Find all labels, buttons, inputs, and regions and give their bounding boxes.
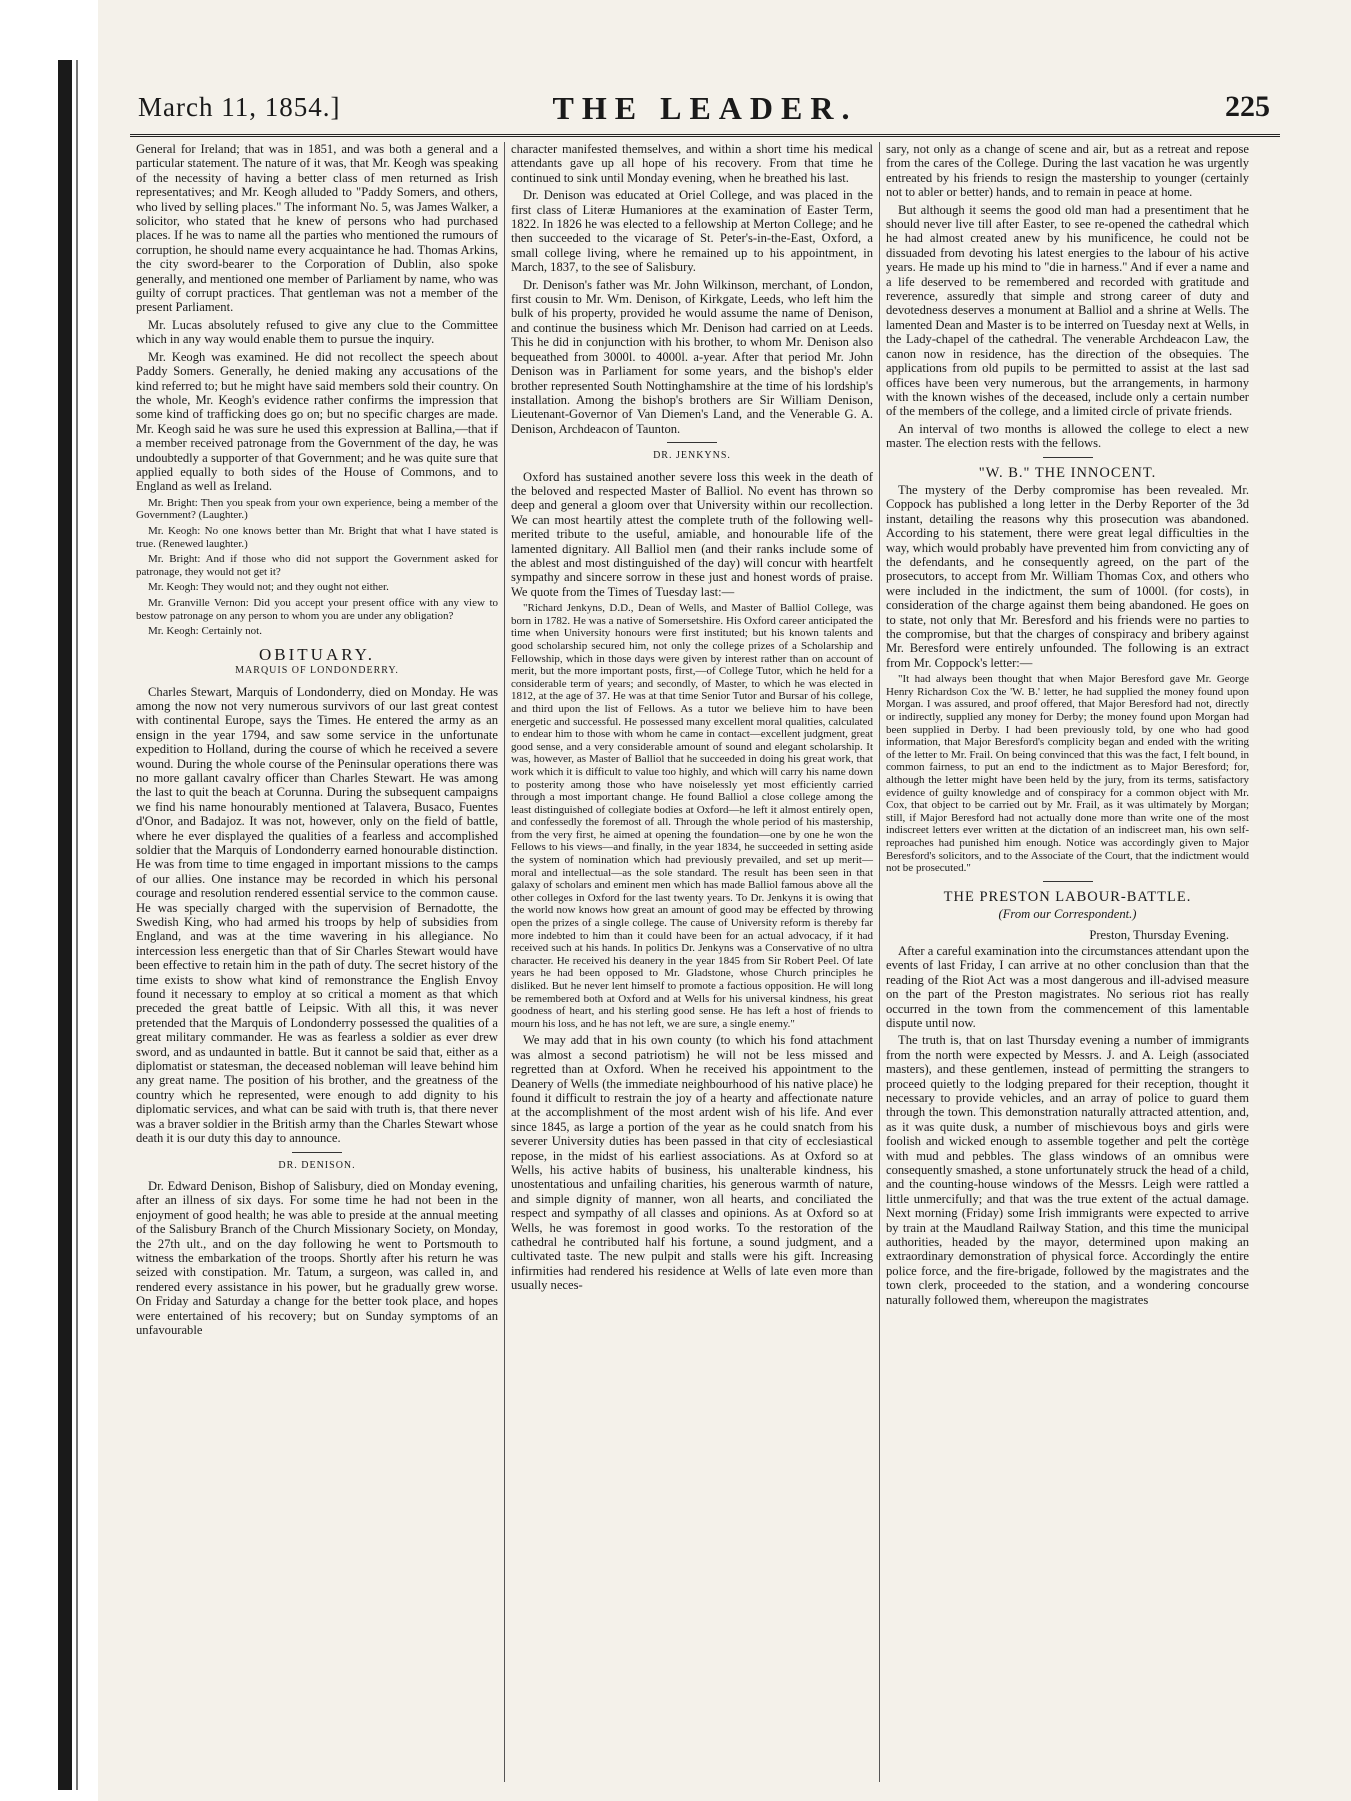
jenkyns-heading: DR. JENKYNS. [653, 450, 731, 462]
preston-subheading: (From our Correspondent.) [998, 907, 1137, 922]
paragraph: The truth is, that on last Thursday evening a number of immigrants from the north were expected by Messrs. J. and A. Leigh (associated masters), and these gentlemen, instead of permitting the strangers to proceed quietly to the lodging prepared for their reception, thought it necessary to provide vehicles, and an array of police to guard them through the town. This demonstration naturally attracted attention, and, as it was quite dusk, a number of mischievous boys and girls were foolish and wicked enough to assemble together and pelt the cortège with mud and pebbles. The glass windows of an omnibus were consequently smashed, a stone unfortunately struck the head of a child, and the counting-house windows of the Messrs. Leigh were rattled a little unmercifully; and that was the true extent of the actual damage. Next morning (Friday) some Irish immigrants were expected to arrive by train at the Maudland Railway Station, and this time the municipal authorities, headed by the mayor, determined upon making an extraordinary demonstration of physical force. Accordingly the entire police force, and the fire-brigade, followed by the magistrates and the town clerk, proceeded to the station, and a wondering concourse naturally followed them, whereupon the magistrates [886, 1033, 1249, 1307]
section-rule [292, 1152, 342, 1153]
paragraph: Dr. Edward Denison, Bishop of Salisbury, died on Monday evening, after an illness of six days. For some time he had not been in the enjoyment of good health; he was able to preside at the annual meeting of the Salisbury Branch of the Church Missionary Society, on Monday, the 27th ult., and on the day following he went to Portsmouth to witness the embarkation of the troops. Shortly after his return he was seized with constipation. Mr. Tatum, a surgeon, was called in, and rendered every assistance in his power, but he gradually grew worse. On Friday and Saturday a change for the better took place, and hopes were entertained of his recovery; but on Sunday symptoms of an unfavourable [136, 1178, 498, 1337]
times-quote [511, 602, 873, 1030]
paragraph: Mr. Lucas absolutely refused to give any clue to the Committee which in any way would enable them to pursue the inquiry. [136, 317, 498, 347]
paragraph: But although it seems the good old man had a presentiment that he should never live till after Easter, to see re-opened the cathedral which he had almost created anew by his munificence, he could not be dissuaded from devoting his latest energies to the labour of his active years. He made up his mind to "die in harness." And if ever a name and a life deserved to be remembered and recorded with gratitude and reverence, assuredly that simple and strong career of duty and devotedness deserves a monument at Balliol and a shrine at Wells. The lamented Dean and Master is to be interred on Tuesday next at Wells, in the Lady-chapel of the cathedral. The venerable Archdeacon Law, the canon now in residence, has the direction of the obsequies. The applications from old pupils to be permitted to assist at the last sad offices have been very numerous, but the arrangements, in harmony with the known wishes of the deceased, include only a certain number of the members of the college, and a limited circle of private friends. [886, 202, 1249, 419]
quote-paragraph: "Richard Jenkyns, D.D., Dean of Wells, and Master of Balliol College, was born in 1782. He was a native of Somersetshire. His Oxford career anticipated the time when University honours were first instituted; but his known talents and good scholarship secured him, not only the college prizes of a Scholarship and Fellowship, which in those days were given by interest rather than on account of merit, but the more important posts, first,—of College Tutor, which he held for a considerable term of years; and secondly, of Master, to which he was elected in 1812, at the age of 37. He was at that time Senior Tutor and Bursar of his college, and third upon the list of Fellows. As a tutor we believe him to have been energetic and successful. He possessed many excellent moral qualities, calculated to endear him to those with whom he came in contact—excellent judgment, great good sense, and a very considerable amount of sound and elegant scholarship. It was, however, as Master of Balliol that he succeeded in doing his great work, that work which it is difficult to value too highly, and which will carry his name down to posterity among those who have noiselessly yet most efficiently carried through a most important change. He found Balliol a close college among the least distinguished of collegiate bodies at Oxford—he left it almost entirely open, and confessedly the foremost of all. Through the whole period of his mastership, from the very first, he aimed at opening the foundation—one by one he won the Fellows to his views—and finally, in the year 1834, he succeeded in setting aside the system of nomination which had previously prevailed, and set up merit—moral and intellectual—as the sole standard. The result has been seen in that galaxy of scholars and eminent men which has made Balliol famous above all the other colleges in Oxford for the last twenty years. To Dr. Jenkyns it is owing that the world now knows how great an amount of good may be effected by throwing open the prizes of a single college. The cause of University reform is thereby far more indebted to him than it could have been for an actual advocacy, if it had received such at his hands. In politics Dr. Jenkyns was a Conservative of no ultra character. He received his deanery in the year 1845 from Sir Robert Peel. Of late years he had been opposed to Mr. Gladstone, whose Church principles he disliked. But he never lent himself to promote a factious opposition. He will long be remembered both at Oxford and at Wells for his universal kindness, his great goodness of heart, and his sterling good sense. He has left a host of friends to mourn his loss, and he has not left, we are sure, a single enemy." [511, 602, 873, 1030]
section-rule [1043, 881, 1093, 882]
paragraph: After a careful examination into the circumstances attendant upon the events of last Friday, I can arrive at no other conclusion than that the reading of the Riot Act was a most dangerous and ill-advised measure on the part of the Preston magistrates. No serious riot has really occurred in the town from the commencement of this lamentable dispute until now. [886, 943, 1249, 1030]
paragraph: General for Ireland; that was in 1851, and was both a general and a particular statement. The nature of it was, that Mr. Keogh was speaking of the necessity of having a better class of men returned as Irish representatives; and Mr. Keogh alluded to "Paddy Somers, and others, who lived by selling places." The informant No. 5, was James Walker, a solicitor, who stated that he knew of persons who had purchased places. If he was to name all the parties who mentioned the rumours of corruption, he should name every acquaintance he had. Thomas Arkins, the city sword-bearer to the Corporation of Dublin, also spoke generally, and mentioned one member of Parliament by name, who was guilty of corrupt practices. That gentleman was not a member of the present Parliament. [136, 142, 498, 315]
dialogue-line: Mr. Bright: And if those who did not support the Government asked for patronage, they would not get it? [136, 553, 498, 578]
preston-heading: THE PRESTON LABOUR-BATTLE. [943, 888, 1192, 905]
paragraph: Dr. Denison's father was Mr. John Wilkinson, merchant, of London, first cousin to Mr. Wm. Denison, of Kirkgate, Leeds, who left him the bulk of his property, provided he would assume the name of Denison, and continue the business which Mr. Denison had carried on at Leeds. This he did in conjunction with his brother, to whom Mr. Denison also bequeathed from 3000l. to 4000l. a-year. After that period Mr. John Denison was in Parliament for some years, and the bishop's elder brother represented South Nottinghamshire at the time of his lordship's installation. Among the bishop's brothers are Sir William Denison, Lieutenant-Governor of Van Diemen's Land, and the Venerable G. A. Denison, Archdeacon of Taunton. [511, 277, 873, 436]
paragraph: The mystery of the Derby compromise has been revealed. Mr. Coppock has published a long letter in the Derby Reporter of the 3d instant, detailing the reasons why this prosecution was abandoned. According to his statement, there were great legal difficulties in the way, which would probably have prevented him from convicting any of the defendants, and he consequently agreed, on the part of the prosecutors, to accept from Mr. William Thomas Cox, and others who were included in the indictment, the sum of 1000l. (for costs), in consideration of the charge against them being abandoned. He goes on to state, not only that Mr. Beresford and his friends were no parties to the compromise, but that the charges of conspiracy and bribery against Mr. Beresford were entirely unfounded. The following is an extract from Mr. Coppock's letter:— [886, 482, 1249, 670]
dialogue-line: Mr. Keogh: They would not; and they ought not either. [148, 581, 389, 594]
denison-heading: DR. DENISON. [278, 1159, 356, 1171]
obituary-heading: OBITUARY. [259, 644, 375, 664]
paragraph: We may add that in his own county (to which his fond attachment was almost a second patriotism) he will not be less missed and regretted than at Oxford. When he received his appointment to the Deanery of Wells (the immediate neighbourhood of his native place) he found it difficult to restrain the joy of a hearty and affectionate nature at the accomplishment of the most ardent wish of his life. And ever since 1845, as large a portion of the year as he could snatch from his severer University duties has been passed in that city of ecclesiastical repose, in the midst of his earliest associations. As at Oxford so at Wells, his active habits of business, his unalterable kindness, his unostentatious and unfailing charities, his generous warmth of nature, and simple dignity of manner, won all hearts, and conciliated the respect and sympathy of all classes and opinions. As at Oxford so at Wells, he was foremost in good works. To the restoration of the cathedral he contributed half his fortune, a sound judgment, and a cultivated taste. The new pulpit and stalls were his gift. Increasing infirmities had rendered his residence at Wells of late even more than usually neces- [511, 1033, 873, 1293]
paragraph: Mr. Keogh was examined. He did not recollect the speech about Paddy Somers. Generally, he denied making any accusations of the kind referred to; but he might have said members sold their country. On the whole, Mr. Keogh's evidence rather confirms the impression that some kind of trafficking does go on; but no specific charges are made. Mr. Keogh said he was sure he used this expression at Ballina,—that if a member received patronage from the Government of the day, he was undoubtedly a supporter of that Government; and he was quite sure that applied equally to both sides of the House of Commons, and to England as well as Ireland. [136, 349, 498, 494]
issue-date: March 11, 1854.] [138, 92, 341, 122]
columns [130, 142, 1280, 1782]
paragraph: Charles Stewart, Marquis of Londonderry, died on Monday. He was among the now not very numerous survivors of our last great contest with continental Europe, says the Times. He entered the army as an ensign in the year 1794, and saw some service in the unfortunate expedition to Holland, during the course of which he received a severe wound. During the whole course of the Peninsular operations there was no more gallant cavalry officer than Charles Stewart. He was among the last to quit the beach at Corunna. During the subsequent campaigns we find his name honourably mentioned at Talavera, Busaco, Fuentes d'Onor, and Badajoz. It was not, however, only on the field of battle, where he ever displayed the qualities of a fearless and accomplished soldier that the Marquis of Londonderry earned honourable distinction. He was from time to time engaged in important missions to the camps of our allies. One instance may be recorded in which his personal courage and resolution rendered essential service to the common cause. He was specially charged with the supervision of Bernadotte, the Swedish King, who had armed his troops by help of subsidies from England, and was at the time wavering in his allegiance. No intercession less energetic than that of Sir Charles Stewart would have been effective to retain him in the path of duty. The secret history of the time exists to show what kind of remonstrance the English Envoy found it necessary to employ at so critical a moment as that which preceded the great battle of Leipsic. With all this, it was never pretended that the Marquis of Londonderry possessed the qualities of a great military commander. He was as fearless a soldier as ever drew sword, and as undaunted in battle. But it cannot be said that, either as a diplomatist or statesman, the deceased nobleman will leave behind him any great name. The position of his brother, and the greatness of the country which he represented, were enough to add dignity to his diplomatic services, and what can be said with truth is, that there never was a braver soldier in the British army than the Charles Stewart whose death it is our duty this day to announce. [136, 684, 498, 1146]
spine-bar [58, 60, 72, 1790]
paragraph: Dr. Denison was educated at Oriel College, and was placed in the first class of Literæ Humaniores at the examination of Easter Term, 1822. In 1826 he was elected to a fellowship at Merton College; and he then succeeded to the vicarage of St. Peter's-in-the-East, Oxford, a small college living, where he remained up to his appointment, in March, 1837, to the see of Salisbury. [511, 188, 873, 275]
obituary-subheading: MARQUIS OF LONDONDERRY. [235, 665, 399, 677]
column-2 [505, 142, 880, 1782]
quote-paragraph: "It had always been thought that when Major Beresford gave Mr. George Henry Richardson Cox the 'W. B.' letter, he had supplied the money found upon Morgan. I was assured, and proof offered, that Major Beresford had not, directly or indirectly, supplied any money for Derby; the money found upon Morgan had been supplied in Derby. I had been previously told, by one who had good information, that Major Beresford's complicity began and ended with the writing of the letter to Mr. Frail. On being convinced that this was the fact, I felt bound, in common fairness, to put an end to the indictment as to Major Beresford; for, although the letter might have been held by the jury, from its terms, satisfactory evidence of guilty knowledge and of conspiracy for a common object with Mr. Cox, that object to be carried out by Mr. Frail, as it was ultimately by Morgan; still, if Major Beresford had not actually done more than write one of the most indiscreet letters ever written at the dictation of an indiscreet man, his own self-reproaches had punished him enough. Notice was accordingly given to Major Beresford's solicitors, and to the Associate of the Court, that the indictment would not be prosecuted." [886, 673, 1249, 875]
section-rule [1043, 457, 1093, 458]
spine-bar-edge [76, 60, 78, 1790]
dialogue-line: Mr. Bright: Then you speak from your own experience, being a member of the Government? (Laughter.) [136, 496, 498, 522]
masthead [130, 82, 1280, 137]
paragraph: sary, not only as a change of scene and air, but as a retreat and repose from the cares of the College. During the last vacation he was urgently entreated by his friends to resign the mastership to younger (certainly not to abler or better) hands, and to remain in peace at home. [886, 142, 1249, 200]
newspaper-page [130, 82, 1280, 1782]
dateline: Preston, Thursday Evening. [1089, 927, 1229, 942]
wb-heading: "W. B." THE INNOCENT. [978, 464, 1157, 481]
section-rule [667, 442, 717, 443]
binding-spine [0, 0, 98, 1801]
page-number: 225 [1225, 90, 1270, 123]
paragraph: Oxford has sustained another severe loss this week in the death of the beloved and respected Master of Balliol. No event has thrown so deep and general a gloom over that University within our recollection. We can most heartily attest the complete truth of the following well-merited tribute to the useful, amiable, and honourable life of the lamented dignitary. All Balliol men (and their ranks include some of the ablest and most distinguished of the day) will concur with heartfelt sympathy and sincere sorrow in these just and honest words of praise. We quote from the Times of Tuesday last:— [511, 469, 873, 599]
paragraph: An interval of two months is allowed the college to elect a new master. The election rests with the fellows. [886, 421, 1249, 451]
dialogue-line: Mr. Keogh: Certainly not. [148, 625, 262, 638]
paragraph: character manifested themselves, and within a short time his medical attendants gave up all hope of his recovery. From that time he continued to sink until Monday evening, when he breathed his last. [511, 142, 873, 185]
column-3 [880, 142, 1255, 1782]
coppock-quote [886, 673, 1249, 875]
paper-title: THE LEADER. [552, 90, 858, 126]
dialogue-line: Mr. Keogh: No one knows better than Mr. Bright that what I have stated is true. (Renewed laughter.) [136, 524, 498, 550]
dialogue-line: Mr. Granville Vernon: Did you accept your present office with any view to bestow patronage on any person to whom you are under any obligation? [136, 596, 498, 622]
column-1 [130, 142, 505, 1782]
